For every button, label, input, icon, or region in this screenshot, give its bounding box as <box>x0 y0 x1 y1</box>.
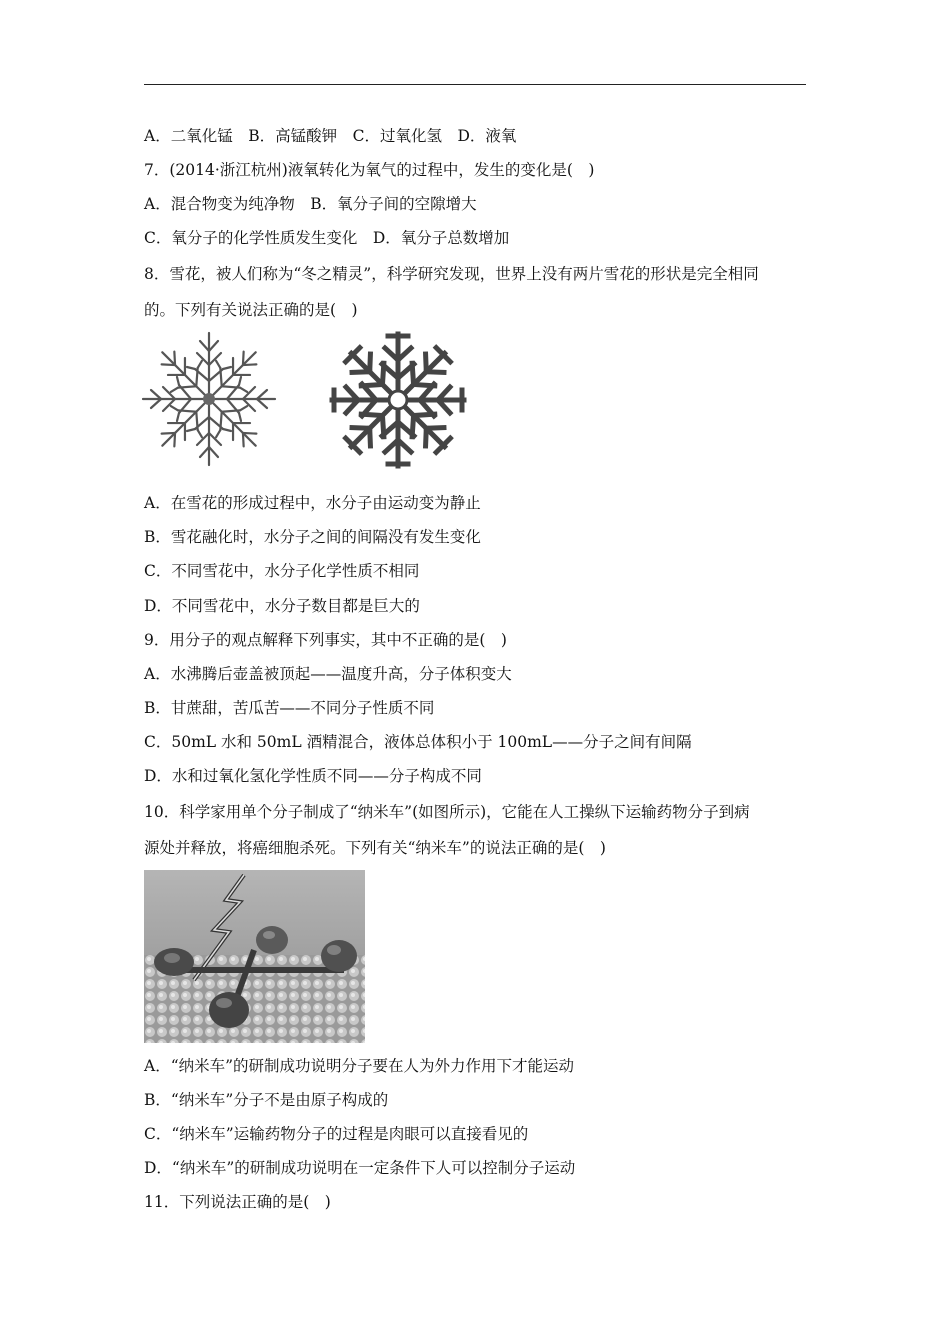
q10-stem-line1: 10．科学家用单个分子制成了“纳米车”(如图所示)，它能在人工操纵下运输药物分子到病 <box>144 803 750 821</box>
q9-option-d: D．水和过氧化氢化学性质不同——分子构成不同 <box>144 767 482 785</box>
q7-stem: 7．(2014·浙江杭州)液氧转化为氧气的过程中，发生的变化是( ) <box>144 161 595 179</box>
snowflake-fernlike-image <box>140 330 278 468</box>
q8-option-a: A．在雪花的形成过程中，水分子由运动变为静止 <box>144 494 481 512</box>
q9-option-b: B．甘蔗甜，苦瓜苦——不同分子性质不同 <box>144 699 435 717</box>
q10-option-c: C．“纳米车”运输药物分子的过程是肉眼可以直接看见的 <box>144 1125 529 1143</box>
q10-stem-line2: 源处并释放，将癌细胞杀死。下列有关“纳米车”的说法正确的是( ) <box>144 839 606 857</box>
q9-option-a: A．水沸腾后壶盖被顶起——温度升高，分子体积变大 <box>144 665 512 683</box>
q6-options: A．二氧化锰 B．高锰酸钾 C．过氧化氢 D．液氧 <box>144 127 517 145</box>
q8-option-d: D．不同雪花中，水分子数目都是巨大的 <box>144 597 420 615</box>
q10-option-d: D．“纳米车”的研制成功说明在一定条件下人可以控制分子运动 <box>144 1159 576 1177</box>
q8-option-c: C．不同雪花中，水分子化学性质不相同 <box>144 562 420 580</box>
snowflake-plate-image <box>328 330 468 470</box>
q7-options-ab: A．混合物变为纯净物 B．氧分子间的空隙增大 <box>144 195 477 213</box>
header-rule <box>144 84 806 85</box>
q9-option-c: C．50mL 水和 50mL 酒精混合，液体总体积小于 100mL——分子之间有间隔 <box>144 733 692 751</box>
q9-stem: 9．用分子的观点解释下列事实，其中不正确的是( ) <box>144 631 507 649</box>
q10-option-b: B．“纳米车”分子不是由原子构成的 <box>144 1091 389 1109</box>
q8-option-b: B．雪花融化时，水分子之间的间隔没有发生变化 <box>144 528 481 546</box>
q8-stem-line2: 的。下列有关说法正确的是( ) <box>144 301 358 319</box>
q7-options-cd: C．氧分子的化学性质发生变化 D．氧分子总数增加 <box>144 229 510 247</box>
q11-stem: 11．下列说法正确的是( ) <box>144 1193 331 1211</box>
q8-stem-line1: 8．雪花，被人们称为“冬之精灵”，科学研究发现，世界上没有两片雪花的形状是完全相同 <box>144 265 759 283</box>
q10-option-a: A．“纳米车”的研制成功说明分子要在人为外力作用下才能运动 <box>144 1057 575 1075</box>
nanocar-image <box>144 870 365 1043</box>
